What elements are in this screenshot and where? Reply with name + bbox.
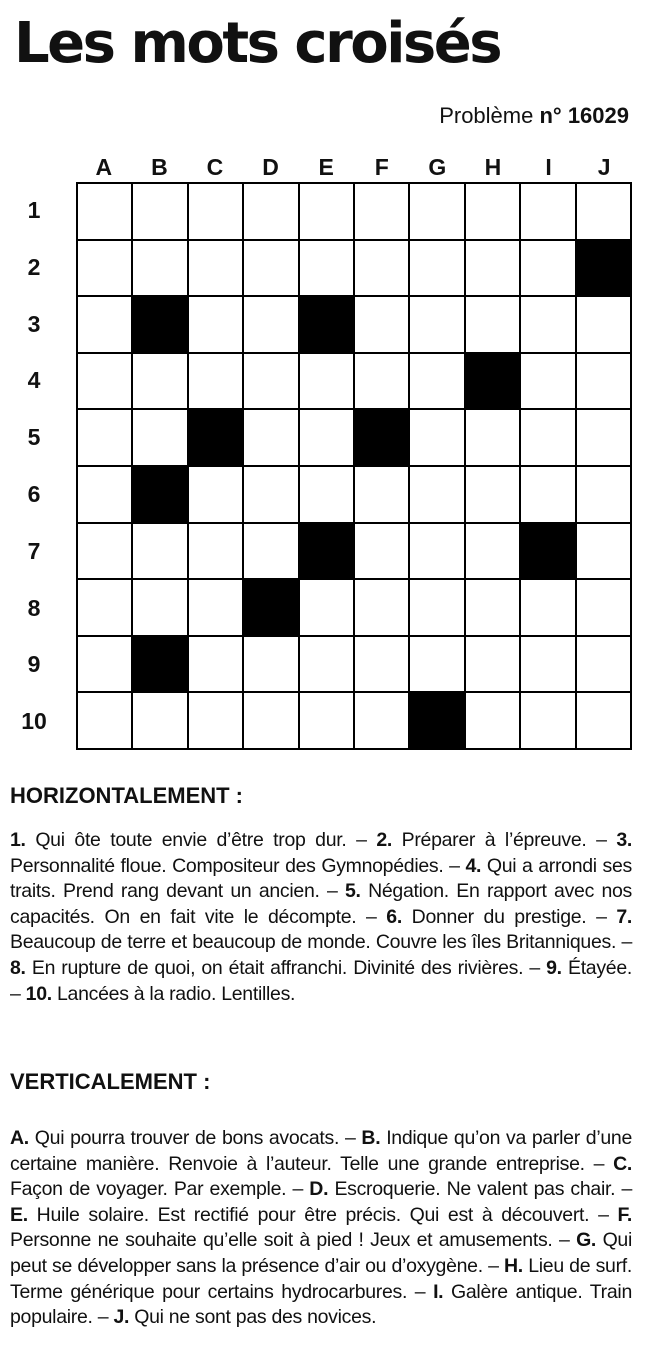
- row-label-2: 2: [27, 253, 41, 280]
- row-label-9: 9: [27, 651, 41, 678]
- letter-cell[interactable]: [410, 184, 465, 241]
- letter-cell[interactable]: [133, 410, 188, 467]
- vertical-clues: A. Qui pourra trouver de bons avocats. – B. Indique qu’on va parler d’une certaine manière. Renvoie à l’auteur. Telle une grande entreprise. – C. Façon de voyager. Par exemple. – D. Escroquerie. Ne valent pas chair. – E. Huile solaire. Est rectifié pour être précis. Qui est à découvert. – F. Personne ne souhaite qu’elle soit à pied ! Jeux et amusements. – G. Qui peut se développer sans la présence d’air ou d’oxygène. – H. Lieu de surf. Terme générique pour certains hydrocarbures. – I. Galère antique. Train populaire. – J. Qui ne sont pas des novices.: [10, 1127, 633, 1329]
- black-cell: [577, 241, 632, 298]
- horizontal-clues: 1. Qui ôte toute envie d’être trop dur. – 2. Préparer à l’épreuve. – 3. Personnalité floue. Compositeur des Gymnopédies. – 4. Qui a arrondi ses traits. Prend rang devant un ancien. – 5. Négation. En rapport avec nos capacités. On en fait vite le décompte. – 6. Donner du prestige. – 7. Beaucoup de terre et beaucoup de monde. Couvre les îles Britanniques. – 8. En rupture de quoi, on était affranchi. Divinité des rivières. – 9. Étayée. – 10. Lancées à la radio. Lentilles.: [10, 829, 633, 1005]
- clue-number: 7.: [616, 905, 633, 928]
- letter-cell[interactable]: [355, 467, 410, 524]
- letter-cell[interactable]: [189, 693, 244, 750]
- clue-text: Donner du prestige.: [411, 905, 587, 928]
- row-label-4: 4: [27, 367, 41, 394]
- letter-cell[interactable]: [189, 297, 244, 354]
- problem-label: Problème: [439, 103, 534, 128]
- letter-cell[interactable]: [577, 184, 632, 241]
- clue-text: Qui ne sont pas des novices.: [134, 1306, 377, 1329]
- clue-number: H.: [503, 1254, 523, 1277]
- problem-id: n° 16029: [539, 103, 629, 128]
- letter-cell[interactable]: [244, 637, 299, 694]
- row-label-8: 8: [27, 594, 41, 621]
- letter-cell[interactable]: [466, 580, 521, 637]
- letter-cell[interactable]: [466, 184, 521, 241]
- row-label-6: 6: [27, 480, 41, 507]
- letter-cell[interactable]: [78, 693, 133, 750]
- crossword-grid: [76, 182, 632, 750]
- letter-cell[interactable]: [355, 637, 410, 694]
- letter-cell[interactable]: [577, 410, 632, 467]
- letter-cell[interactable]: [355, 241, 410, 298]
- clue-text: Qui a arrondi ses traits. Prend rang devant un ancien.: [10, 854, 632, 903]
- letter-cell[interactable]: [521, 354, 576, 411]
- clue-text: Indique qu’on va parler d’une certaine manière. Renvoie à l’auteur. Telle une grande entreprise.: [10, 1127, 633, 1175]
- page-title: Les mots croisés: [14, 11, 501, 76]
- column-label-c: C: [206, 154, 224, 180]
- column-label-g: G: [428, 154, 447, 180]
- letter-cell[interactable]: [521, 693, 576, 750]
- black-cell: [189, 410, 244, 467]
- letter-cell[interactable]: [577, 580, 632, 637]
- letter-cell[interactable]: [189, 467, 244, 524]
- letter-cell[interactable]: [410, 410, 465, 467]
- clue-text: Lancées à la radio. Lentilles.: [57, 982, 296, 1005]
- clue-text: En rupture de quoi, on était affranchi. Divinité des rivières.: [31, 956, 524, 979]
- letter-cell[interactable]: [466, 410, 521, 467]
- letter-cell[interactable]: [410, 354, 465, 411]
- letter-cell[interactable]: [521, 467, 576, 524]
- clue-number: I.: [433, 1280, 444, 1303]
- column-label-f: F: [374, 154, 389, 180]
- letter-cell[interactable]: [410, 580, 465, 637]
- letter-cell[interactable]: [244, 354, 299, 411]
- letter-cell[interactable]: [300, 241, 355, 298]
- letter-cell[interactable]: [244, 410, 299, 467]
- letter-cell[interactable]: [577, 354, 632, 411]
- letter-cell[interactable]: [577, 297, 632, 354]
- letter-cell[interactable]: [133, 184, 188, 241]
- clue-number: 8.: [10, 956, 26, 979]
- row-label-1: 1: [27, 197, 41, 223]
- row-label-10: 10: [21, 708, 47, 735]
- letter-cell[interactable]: [466, 241, 521, 298]
- black-cell: [410, 693, 465, 750]
- clue-number: E.: [10, 1203, 28, 1226]
- letter-cell[interactable]: [466, 297, 521, 354]
- letter-cell[interactable]: [78, 410, 133, 467]
- letter-cell[interactable]: [189, 637, 244, 694]
- letter-cell[interactable]: [78, 580, 133, 637]
- letter-cell[interactable]: [78, 184, 133, 241]
- clue-text: Façon de voyager. Par exemple.: [10, 1178, 287, 1201]
- letter-cell[interactable]: [189, 354, 244, 411]
- letter-cell[interactable]: [78, 467, 133, 524]
- letter-cell[interactable]: [189, 184, 244, 241]
- letter-cell[interactable]: [355, 580, 410, 637]
- column-label-b: B: [151, 154, 168, 180]
- letter-cell[interactable]: [521, 297, 576, 354]
- letter-cell[interactable]: [133, 354, 188, 411]
- letter-cell[interactable]: [521, 580, 576, 637]
- letter-cell[interactable]: [189, 241, 244, 298]
- clue-text: Galère antique. Train populaire.: [10, 1280, 632, 1329]
- black-cell: [300, 524, 355, 581]
- letter-cell[interactable]: [244, 241, 299, 298]
- black-cell: [244, 580, 299, 637]
- letter-cell[interactable]: [466, 693, 521, 750]
- black-cell: [521, 524, 576, 581]
- clue-text: Escroquerie. Ne valent pas chair.: [334, 1178, 616, 1201]
- letter-cell[interactable]: [410, 524, 465, 581]
- clue-number: B.: [361, 1127, 381, 1149]
- letter-cell[interactable]: [410, 467, 465, 524]
- vertical-heading: VERTICALEMENT :: [10, 1069, 211, 1094]
- letter-cell[interactable]: [355, 184, 410, 241]
- clue-number: 1.: [10, 829, 26, 851]
- clue-number: 5.: [345, 880, 361, 903]
- letter-cell[interactable]: [410, 637, 465, 694]
- clue-text: Personnalité floue. Compositeur des Gymnopédies.: [10, 854, 444, 877]
- clue-text: Huile solaire. Est rectifié pour être précis. Qui est à découvert.: [36, 1203, 590, 1226]
- letter-cell[interactable]: [78, 354, 133, 411]
- column-label-h: H: [484, 154, 502, 180]
- letter-cell[interactable]: [521, 241, 576, 298]
- letter-cell[interactable]: [577, 693, 632, 750]
- letter-cell[interactable]: [244, 184, 299, 241]
- clue-text: Qui ôte toute envie d’être trop dur.: [35, 829, 347, 851]
- clue-text: Lieu de surf. Terme générique pour certains hydrocarbures.: [10, 1254, 632, 1303]
- letter-cell[interactable]: [300, 467, 355, 524]
- row-label-3: 3: [27, 310, 41, 337]
- letter-cell[interactable]: [78, 637, 133, 694]
- letter-cell[interactable]: [466, 637, 521, 694]
- letter-cell[interactable]: [244, 467, 299, 524]
- letter-cell[interactable]: [189, 524, 244, 581]
- clue-number: A.: [10, 1127, 29, 1149]
- letter-cell[interactable]: [300, 184, 355, 241]
- letter-cell[interactable]: [189, 580, 244, 637]
- column-label-e: E: [318, 154, 334, 180]
- clue-number: G.: [576, 1229, 597, 1252]
- letter-cell[interactable]: [78, 297, 133, 354]
- clue-text: Personne ne souhaite qu’elle soit à pied ! Jeux et amusements.: [10, 1229, 553, 1252]
- letter-cell[interactable]: [577, 467, 632, 524]
- letter-cell[interactable]: [133, 524, 188, 581]
- clue-number: 2.: [376, 829, 392, 851]
- clue-number: 9.: [546, 956, 562, 979]
- letter-cell[interactable]: [300, 637, 355, 694]
- clue-text: Beaucoup de terre et beaucoup de monde. Couvre les îles Britanniques.: [10, 931, 617, 954]
- black-cell: [133, 467, 188, 524]
- letter-cell[interactable]: [577, 637, 632, 694]
- clue-number: 6.: [386, 905, 402, 928]
- clue-number: 4.: [465, 854, 482, 877]
- letter-cell[interactable]: [521, 637, 576, 694]
- column-labels: [76, 150, 632, 184]
- letter-cell[interactable]: [300, 410, 355, 467]
- clue-number: C.: [613, 1152, 633, 1175]
- letter-cell[interactable]: [133, 693, 188, 750]
- black-cell: [133, 297, 188, 354]
- clue-text: Préparer à l’épreuve.: [401, 829, 587, 851]
- row-label-5: 5: [27, 424, 41, 451]
- letter-cell[interactable]: [300, 693, 355, 750]
- clue-number: 10.: [25, 982, 52, 1005]
- column-label-d: D: [262, 154, 279, 180]
- letter-cell[interactable]: [78, 241, 133, 298]
- letter-cell[interactable]: [521, 410, 576, 467]
- black-cell: [355, 410, 410, 467]
- letter-cell[interactable]: [410, 241, 465, 298]
- letter-cell[interactable]: [466, 467, 521, 524]
- black-cell: [133, 637, 188, 694]
- letter-cell[interactable]: [244, 297, 299, 354]
- letter-cell[interactable]: [355, 524, 410, 581]
- letter-cell[interactable]: [355, 693, 410, 750]
- clue-text: Qui pourra trouver de bons avocats.: [34, 1127, 340, 1149]
- letter-cell[interactable]: [521, 184, 576, 241]
- clue-number: D.: [309, 1178, 329, 1201]
- clue-number: F.: [617, 1203, 633, 1226]
- letter-cell[interactable]: [78, 524, 133, 581]
- clue-number: J.: [113, 1306, 130, 1329]
- letter-cell[interactable]: [466, 524, 521, 581]
- clue-text: Étayée.: [567, 956, 633, 979]
- column-label-j: J: [597, 154, 611, 180]
- clue-number: 3.: [616, 829, 632, 851]
- letter-cell[interactable]: [355, 354, 410, 411]
- row-label-7: 7: [27, 537, 41, 564]
- letter-cell[interactable]: [133, 580, 188, 637]
- row-labels: [12, 182, 56, 750]
- problem-number: [439, 100, 629, 132]
- clue-text: Qui peut se développer sans la présence d’air ou d’oxygène.: [10, 1229, 633, 1277]
- letter-cell[interactable]: [410, 297, 465, 354]
- letter-cell[interactable]: [300, 580, 355, 637]
- black-cell: [466, 354, 521, 411]
- letter-cell[interactable]: [244, 524, 299, 581]
- letter-cell[interactable]: [133, 241, 188, 298]
- black-cell: [300, 297, 355, 354]
- letter-cell[interactable]: [244, 693, 299, 750]
- column-label-a: A: [95, 154, 113, 180]
- horizontal-heading: HORIZONTALEMENT :: [10, 783, 244, 808]
- clue-text: Négation. En rapport avec nos capacités. On en fait vite le décompte.: [10, 880, 632, 928]
- letter-cell[interactable]: [577, 524, 632, 581]
- column-label-i: I: [545, 154, 552, 180]
- letter-cell[interactable]: [355, 297, 410, 354]
- letter-cell[interactable]: [300, 354, 355, 411]
